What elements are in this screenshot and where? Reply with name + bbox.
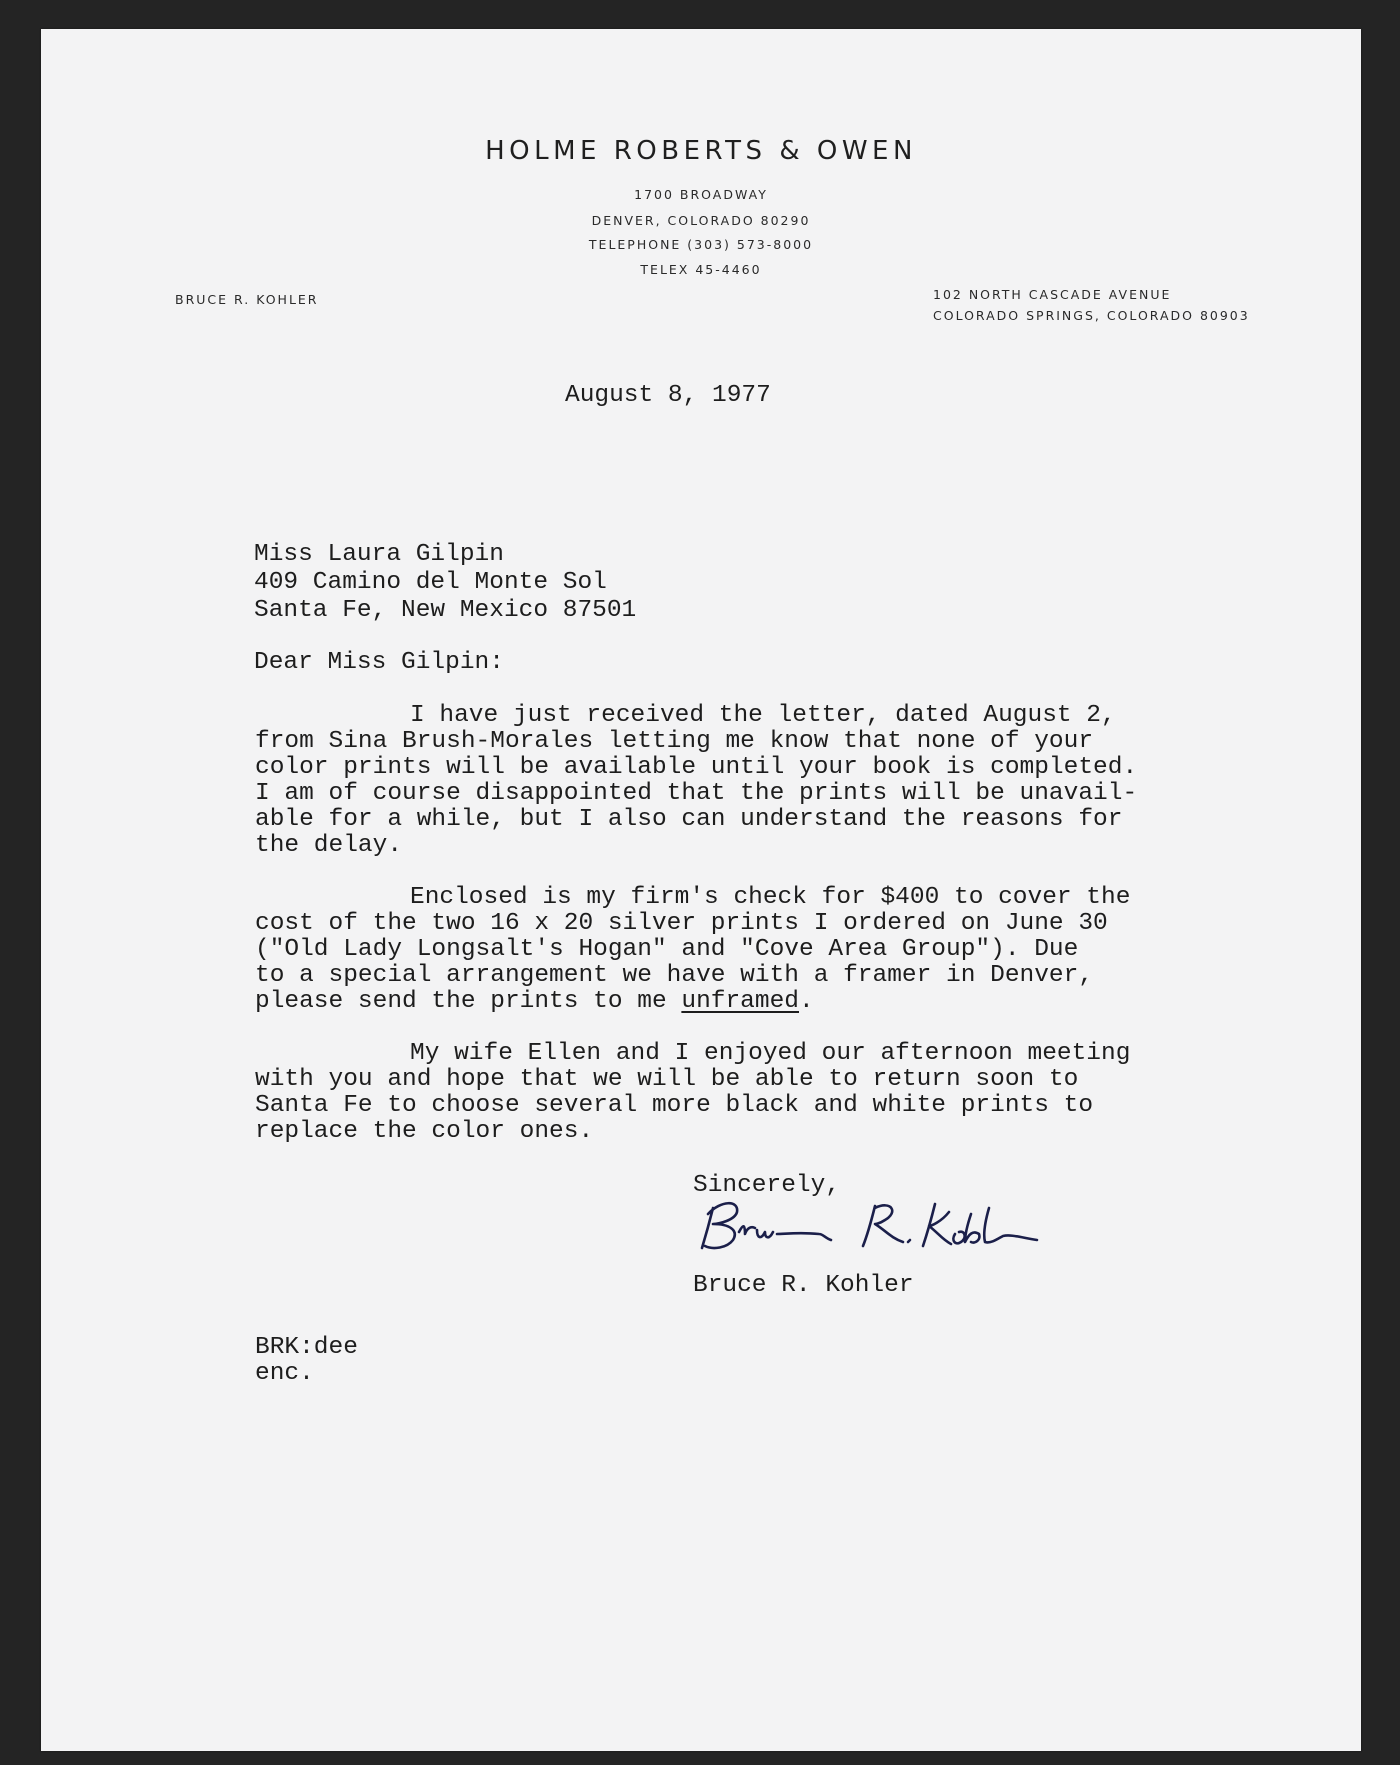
closing: Sincerely,: [693, 1172, 841, 1199]
body-line: with you and hope that we will be able to return soon to: [255, 1066, 1079, 1093]
branch-address-line: COLORADO SPRINGS, COLORADO 80903: [933, 308, 1250, 323]
firm-address-line: 1700 BROADWAY: [634, 187, 768, 202]
recipient-city: Santa Fe, New Mexico 87501: [254, 597, 637, 624]
partner-name: BRUCE R. KOHLER: [175, 292, 319, 307]
body-line: cost of the two 16 x 20 silver prints I ordered on June 30: [255, 910, 1108, 937]
period: .: [799, 988, 814, 1015]
body-line: I am of course disappointed that the prints will be unavail-: [255, 780, 1138, 807]
body-line: the delay.: [255, 832, 403, 859]
body-line: to a special arrangement we have with a framer in Denver,: [255, 962, 1094, 989]
branch-address-line: 102 NORTH CASCADE AVENUE: [933, 287, 1172, 302]
letter-page: [41, 29, 1361, 1751]
firm-telex: TELEX 45-4460: [640, 262, 762, 277]
body-line: from Sina Brush-Morales letting me know that none of your: [255, 728, 1094, 755]
firm-address-line: DENVER, COLORADO 80290: [591, 213, 811, 228]
body-line-text: please send the prints to me: [255, 988, 682, 1015]
body-line: Santa Fe to choose several more black and white prints to: [255, 1092, 1094, 1119]
body-line: ("Old Lady Longsalt's Hogan" and "Cove Area Group"). Due: [255, 936, 1079, 963]
body-line: color prints will be available until your book is completed.: [255, 754, 1138, 781]
underlined-word: unframed: [681, 988, 799, 1015]
salutation: Dear Miss Gilpin:: [254, 649, 504, 676]
body-line: replace the color ones.: [255, 1118, 594, 1145]
enclosure-note: enc.: [255, 1360, 314, 1387]
body-line: I have just received the letter, dated August 2,: [410, 702, 1116, 729]
firm-name: HOLME ROBERTS & OWEN: [485, 136, 917, 166]
body-line: [255, 988, 814, 1015]
signer-name: Bruce R. Kohler: [693, 1272, 914, 1299]
letter-date: August 8, 1977: [565, 382, 771, 409]
body-line: Enclosed is my firm's check for $400 to cover the: [410, 884, 1131, 911]
handwritten-signature: [699, 1194, 1049, 1256]
body-line: able for a while, but I also can understand the reasons for: [255, 806, 1123, 833]
firm-telephone: TELEPHONE (303) 573-8000: [588, 237, 814, 252]
body-line: My wife Ellen and I enjoyed our afternoon meeting: [410, 1040, 1131, 1067]
recipient-street: 409 Camino del Monte Sol: [254, 569, 607, 596]
typist-initials: BRK:dee: [255, 1334, 358, 1361]
recipient-name: Miss Laura Gilpin: [254, 541, 504, 568]
